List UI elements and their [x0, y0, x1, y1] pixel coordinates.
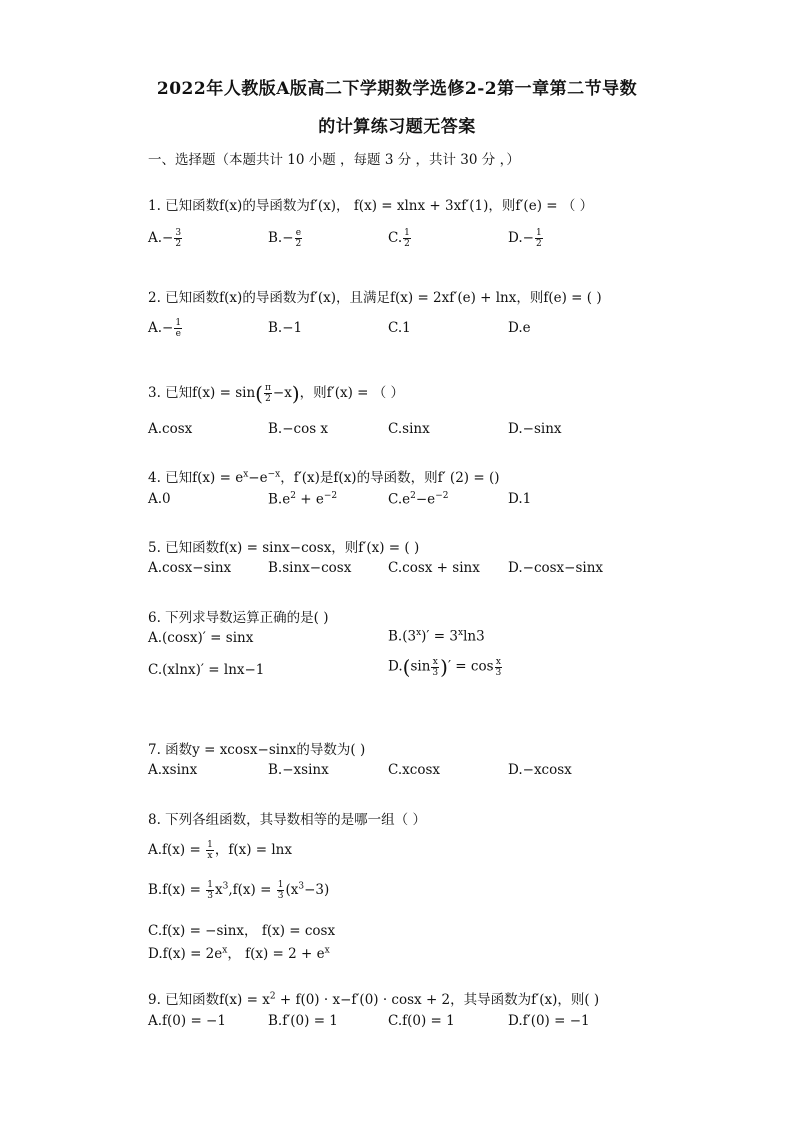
question-2-stem: 2. 已知函数f(x)的导函数为f′(x)，且满足f(x) = 2xf′(e) + lnx，则f(e) = ( ): [148, 290, 602, 306]
question-9-stem: 9. 已知函数$f(x) = x^2 + f(0) \cdot x-f'(0) \cdot \cos x + 2$，其导函数为f′(x)，则( ): [148, 991, 600, 1008]
question-5-stem: 5. 已知函数f(x) = sinx−cosx，则f′(x) = ( ): [148, 540, 420, 556]
question-1-option-b: B.− $\frac{e}{2}$: [268, 228, 302, 249]
question-9-option-c: C.f(0) = 1: [388, 1013, 455, 1029]
question-8-option-a: A.f(x) = $\frac{1}{x}$ ，f(x) = lnx: [148, 840, 292, 861]
question-2-option-a: A.− $\frac{1}{e}$: [148, 318, 182, 339]
question-3-option-b: B.−cos x: [268, 421, 329, 437]
question-2-option-c: C.1: [388, 320, 411, 336]
question-6-option-d: D.(sin $\frac{x}{3}$ )′ = cos $\frac{x}{3}$: [388, 655, 502, 679]
document-title-line2: 的计算练习题无答案: [318, 117, 476, 137]
question-1-stem: 1. 已知函数f(x)的导函数为f′(x)， f(x) = xlnx + 3xf′(1)，则f′(e) = （ ）: [148, 198, 594, 214]
question-5-option-c: C.cosx + sinx: [388, 560, 480, 576]
question-2-option-b: B.−1: [268, 320, 303, 336]
question-5-option-b: B.sinx−cosx: [268, 560, 352, 576]
question-4-option-d: D.1: [508, 491, 532, 507]
question-8-option-b: B.f(x) = $\frac{1}{3}$ $x^3,f(x)$ = $\frac{1}{3}$ $(x^3-3)$: [148, 880, 330, 901]
question-6-option-a: A.(cosx)′ = sinx: [148, 630, 254, 646]
question-7-option-c: C.xcosx: [388, 762, 440, 778]
document-title-line1: 2022年人教版A版高二下学期数学选修2-2第一章第二节导数: [156, 79, 638, 99]
question-4-stem: 4. 已知$f(x) = e^x-e^{-x}$，f′(x)是f(x)的导函数，则f′ (2) = (): [148, 469, 500, 486]
question-8-stem: 8. 下列各组函数，其导数相等的是哪一组（ ）: [148, 812, 426, 828]
question-4-option-c: $C.e^2-e^{-2}$: [388, 491, 449, 508]
question-7-option-b: B.−xsinx: [268, 762, 329, 778]
question-3-option-a: A.cosx: [148, 421, 193, 437]
question-7-stem: 7. 函数y = xcosx−sinx的导数为( ): [148, 742, 366, 758]
question-6-option-b: $B.(3^x)' = 3^x\ln 3$: [388, 628, 485, 645]
question-3-option-c: C.sinx: [388, 421, 430, 437]
question-6-stem: 6. 下列求导数运算正确的是( ): [148, 610, 329, 626]
question-5-option-a: A.cosx−sinx: [148, 560, 232, 576]
section-heading: 一、选择题（本题共计 10 小题 ，每题 3 分 ，共计 30 分 ，）: [148, 152, 520, 168]
question-4-option-a: A.0: [148, 491, 171, 507]
question-9-option-b: B.f′(0) = 1: [268, 1013, 338, 1029]
question-4-option-b: $B.e^2 + e^{-2}$: [268, 491, 338, 508]
question-1-option-a: A.− $\frac{3}{2}$: [148, 228, 182, 249]
question-1-option-d: D.− $\frac{1}{2}$: [508, 228, 542, 249]
question-8-option-d: $D.f(x) = 2e^x$， $f(x) = 2 + e^x$: [148, 945, 330, 962]
question-6-option-c: C.(xlnx)′ = lnx−1: [148, 662, 265, 678]
question-9-option-a: A.f(0) = −1: [148, 1013, 226, 1029]
question-8-option-c: C.f(x) = −sinx， f(x) = cosx: [148, 923, 336, 939]
question-7-option-d: D.−xcosx: [508, 762, 572, 778]
question-5-option-d: D.−cosx−sinx: [508, 560, 604, 576]
question-2-option-d: D.e: [508, 320, 531, 336]
question-3-option-d: D.−sinx: [508, 421, 562, 437]
question-3-stem: 3. 已知f(x) = sin( $\frac{\pi}{2}$ −x)，则f′(x) = （ ）: [148, 381, 405, 406]
question-9-option-d: D.f′(0) = −1: [508, 1013, 590, 1029]
question-1-option-c: C. $\frac{1}{2}$: [388, 228, 410, 249]
question-7-option-a: A.xsinx: [148, 762, 198, 778]
